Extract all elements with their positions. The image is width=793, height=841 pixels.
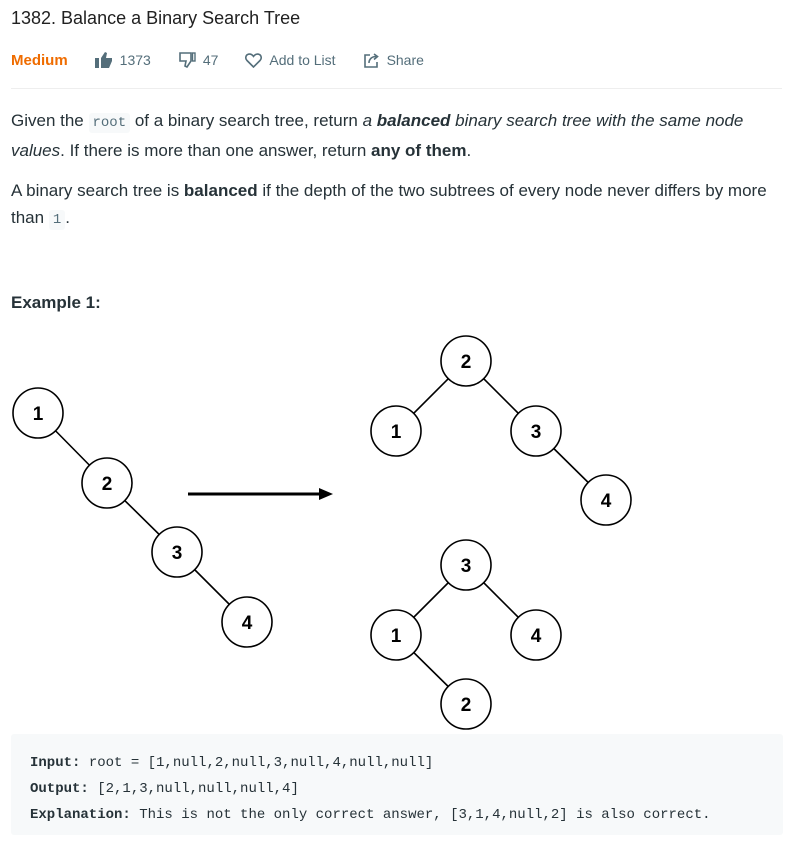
input-node-1: 1 [32, 404, 44, 425]
share-label: Share [386, 52, 424, 68]
problem-title: 1382. Balance a Binary Search Tree [11, 8, 301, 28]
difficulty-badge: Medium [11, 51, 68, 69]
header-divider [11, 88, 782, 89]
like-count: 1373 [119, 52, 151, 68]
share-button[interactable] [363, 52, 424, 68]
input-node-3: 3 [171, 543, 183, 564]
output1-node-left: 1 [390, 422, 402, 443]
dislike-button[interactable] [178, 52, 219, 68]
output2-node-left-right: 2 [460, 695, 472, 716]
tree-node-circles [13, 336, 631, 729]
add-to-list-label: Add to List [269, 52, 336, 68]
input-node-2: 2 [101, 474, 113, 495]
description-paragraph-2: A binary search tree is balanced if the depth of the two subtrees of every node never differs by more than 1 . [11, 181, 767, 228]
output2-node-left: 1 [390, 626, 402, 647]
add-to-list-button[interactable] [245, 52, 335, 68]
output1-node-right-right: 4 [600, 491, 612, 512]
output2-node-root: 3 [460, 556, 472, 577]
example-input-line: Input: root = [1,null,2,null,3,null,4,null,null] [30, 755, 434, 771]
heart-icon [245, 53, 262, 68]
like-button[interactable] [95, 52, 151, 68]
output1-node-right: 3 [530, 422, 542, 443]
example-code-block [11, 734, 783, 835]
problem-meta-bar [11, 50, 451, 70]
input-node-4: 4 [241, 613, 253, 634]
share-icon [363, 53, 380, 68]
inline-code-one: 1 [49, 210, 65, 230]
thumbs-down-icon [178, 52, 196, 68]
example-title: Example 1: [11, 293, 101, 312]
inline-code-root: root [89, 113, 131, 133]
description-paragraph-1: Given the root of a binary search tree, return a balanced binary search tree with the same node values. If there is more than one answer, return any of them. [11, 111, 744, 160]
thumbs-up-icon [95, 52, 113, 68]
example-explanation-line: Explanation: This is not the only correct answer, [3,1,4,null,2] is also correct. [30, 807, 711, 823]
output1-node-root: 2 [460, 352, 472, 373]
output2-node-right: 4 [530, 626, 542, 647]
example-diagram [0, 330, 793, 730]
dislike-count: 47 [202, 52, 219, 68]
example-output-line: Output: [2,1,3,null,null,null,4] [30, 781, 299, 797]
